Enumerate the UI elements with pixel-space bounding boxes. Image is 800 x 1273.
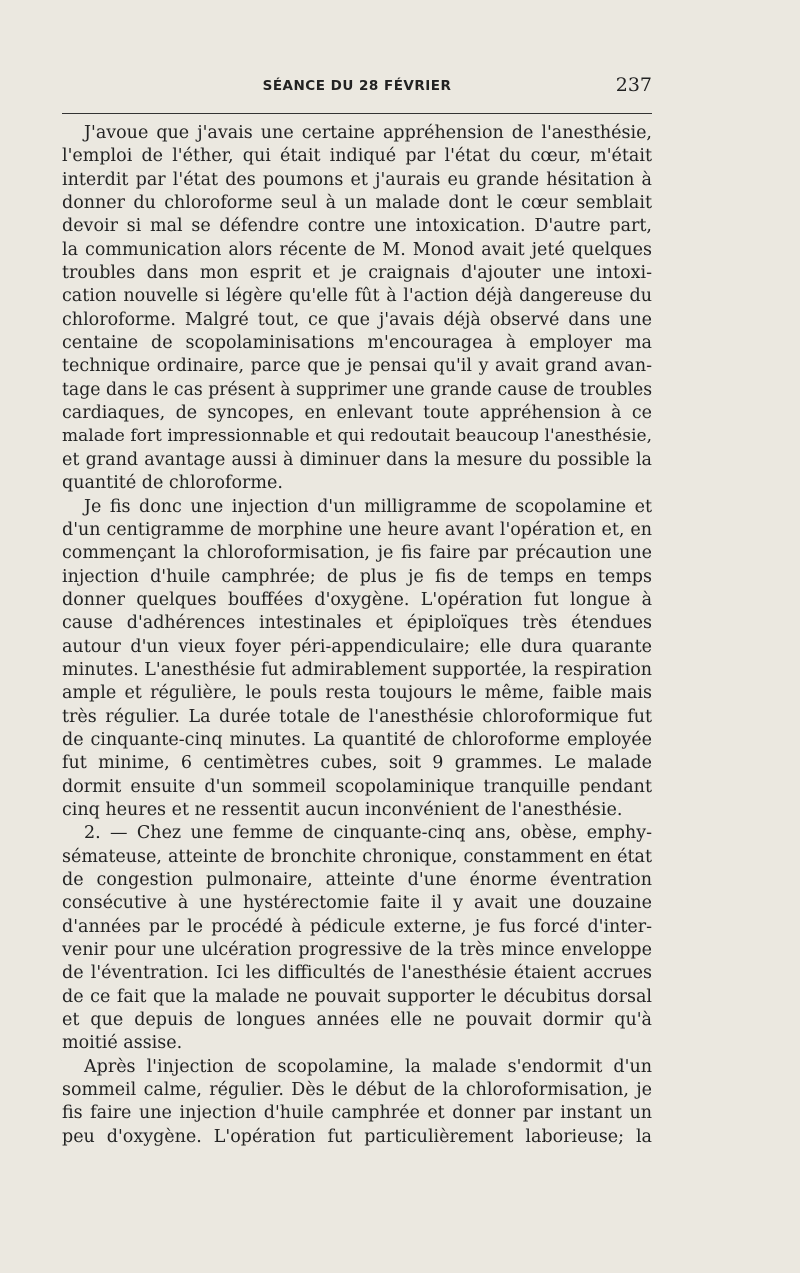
running-title: SÉANCE DU 28 FÉVRIER (262, 78, 452, 94)
text-line: interdit par l'état des poumons et j'aurais eu grande hésitation à (62, 169, 652, 190)
text-line: de congestion pulmonaire, atteinte d'une énorme éventration (62, 870, 652, 890)
text-line: dormit ensuite d'un sommeil scopolaminique tranquille pendant (62, 776, 652, 797)
text-line: cardiaques, de syncopes, en enlevant toute appréhension à ce (62, 403, 652, 424)
text-line: venir pour une ulcération progressive de la très mince enveloppe (62, 940, 652, 961)
text-line: fis faire une injection d'huile camphrée et donner par instant un (62, 1103, 652, 1124)
page-header (62, 74, 652, 98)
text-line: et grand avantage aussi à diminuer dans la mesure du possible la (62, 449, 652, 470)
text-line: technique ordinaire, parce que je pensai qu'il y avait grand avan- (62, 356, 652, 377)
text-line: J'avoue que j'avais une certaine appréhension de l'anesthésie, (84, 123, 652, 143)
text-line: donner du chloroforme seul à un malade dont le cœur semblait (62, 193, 652, 214)
text-line: très régulier. La durée totale de l'anesthésie chloroformique fut (62, 706, 652, 727)
text-line: de ce fait que la malade ne pouvait supporter le décubitus dorsal (62, 986, 652, 1007)
text-line: cause d'adhérences intestinales et épiploïques très étendues (62, 613, 652, 634)
text-line: autour d'un vieux foyer péri-appendiculaire; elle dura quarante (62, 636, 652, 657)
text-line: consécutive à une hystérectomie faite il y avait une douzaine (62, 893, 652, 914)
text-line: cinq heures et ne ressentit aucun inconvénient de l'anesthésie. (62, 799, 623, 820)
text-line: fut minime, 6 centimètres cubes, soit 9 grammes. Le malade (62, 753, 652, 774)
text-line: cation nouvelle si légère qu'elle fût à l'action déjà dangereuse du (62, 286, 652, 307)
text-line: commençant la chloroformisation, je fis faire par précaution une (62, 543, 652, 564)
text-line: centaine de scopolaminisations m'encouragea à employer ma (62, 333, 652, 354)
text-line: sommeil calme, régulier. Dès le début de la chloroformisation, je (62, 1080, 652, 1101)
text-line: Je fis donc une injection d'un milligramme de scopolamine et (84, 496, 652, 517)
text-line: devoir si mal se défendre contre une intoxication. D'autre part, (62, 216, 652, 237)
text-line: 2. — Chez une femme de cinquante-cinq ans, obèse, emphy- (84, 823, 652, 844)
text-line: injection d'huile camphrée; de plus je fis de temps en temps (62, 566, 652, 587)
text-line: minutes. L'anesthésie fut admirablement supportée, la respiration (62, 659, 652, 680)
text-line: donner quelques bouffées d'oxygène. L'opération fut longue à (62, 589, 652, 610)
text-line: sémateuse, atteinte de bronchite chronique, constamment en état (62, 846, 652, 867)
text-line: la communication alors récente de M. Monod avait jeté quelques (62, 239, 652, 260)
text-line: de l'éventration. Ici les difficultés de l'anesthésie étaient accrues (62, 963, 652, 984)
text-line: malade fort impressionnable et qui redoutait beaucoup l'anesthésie, (62, 426, 652, 447)
page-number: 237 (615, 74, 652, 96)
text-line: de cinquante-cinq minutes. La quantité de chloroforme employée (62, 729, 652, 750)
text-line: quantité de chloroforme. (62, 473, 283, 494)
text-line: et que depuis de longues années elle ne pouvait dormir qu'à (62, 1010, 652, 1031)
text-line: moitié assise. (62, 1033, 183, 1054)
text-line: chloroforme. Malgré tout, ce que j'avais déjà observé dans une (62, 309, 652, 330)
header-rule (62, 113, 652, 114)
body-text (62, 122, 652, 1149)
text-line: Après l'injection de scopolamine, la malade s'endormit d'un (84, 1056, 652, 1077)
text-line: d'un centigramme de morphine une heure avant l'opération et, en (62, 519, 652, 540)
text-line: l'emploi de l'éther, qui était indiqué par l'état du cœur, m'était (62, 146, 652, 167)
text-line: troubles dans mon esprit et je craignais d'ajouter une intoxi- (62, 263, 652, 284)
text-line: tage dans le cas présent à supprimer une grande cause de troubles (62, 379, 653, 400)
text-line: d'années par le procédé à pédicule externe, je fus forcé d'inter- (62, 916, 652, 937)
text-line: peu d'oxygène. L'opération fut particulièrement laborieuse; la (62, 1126, 652, 1147)
text-line: ample et régulière, le pouls resta toujours le même, faible mais (62, 683, 652, 704)
